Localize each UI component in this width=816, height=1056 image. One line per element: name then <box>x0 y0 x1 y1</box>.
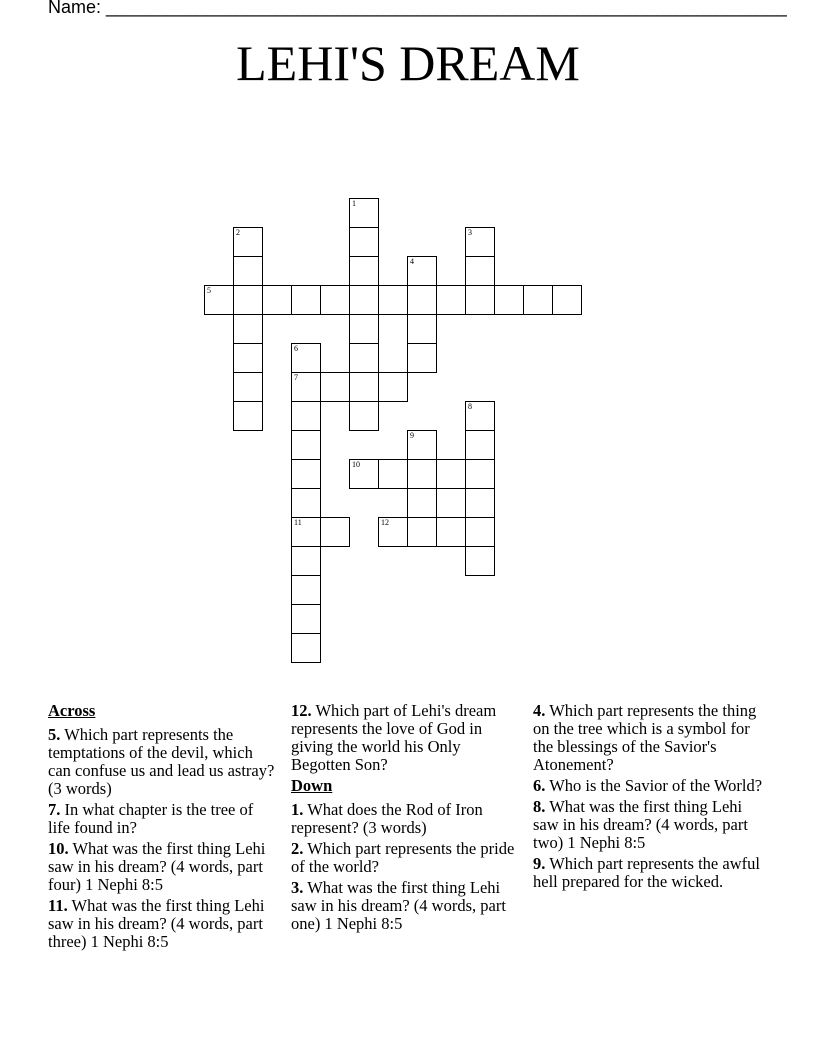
clue-item-number: 12. <box>291 701 312 720</box>
clue-item-number: 3. <box>291 878 304 897</box>
grid-cell[interactable] <box>291 343 321 373</box>
clue-item-text: What was the first thing Lehi saw in his dream? (4 words, part four) 1 Nephi 8:5 <box>48 839 266 894</box>
grid-cell[interactable] <box>378 459 408 489</box>
grid-cell[interactable] <box>204 285 234 315</box>
clue-number: 12 <box>381 518 389 527</box>
grid-cell[interactable] <box>320 372 350 402</box>
clue-item-number: 9. <box>533 854 546 873</box>
grid-cell[interactable] <box>436 517 466 547</box>
grid-cell[interactable] <box>291 517 321 547</box>
grid-cell[interactable] <box>291 285 321 315</box>
grid-cell[interactable] <box>407 430 437 460</box>
grid-cell[interactable] <box>494 285 524 315</box>
clue-number: 2 <box>236 228 240 237</box>
clues-column-3 <box>533 702 769 894</box>
clue-item-text: What was the first thing Lehi saw in his dream? (4 words, part three) 1 Nephi 8:5 <box>48 896 265 951</box>
clue-item-number: 11. <box>48 896 68 915</box>
grid-cell[interactable] <box>349 314 379 344</box>
clue-item-text: Which part represents the temptations of the devil, which can confuse us and lead us astray? (3 words) <box>48 725 275 798</box>
grid-cell[interactable] <box>291 546 321 576</box>
grid-cell[interactable] <box>233 314 263 344</box>
grid-cell[interactable] <box>349 372 379 402</box>
grid-cell[interactable] <box>233 401 263 431</box>
clue-item-text: Which part represents the pride of the world? <box>291 839 515 876</box>
grid-cell[interactable] <box>233 285 263 315</box>
clue-number: 8 <box>468 402 472 411</box>
grid-cell[interactable] <box>349 285 379 315</box>
clue-item-number: 1. <box>291 800 304 819</box>
clues-column-1 <box>48 702 278 954</box>
clue-item-number: 4. <box>533 701 546 720</box>
grid-cell[interactable] <box>465 256 495 286</box>
grid-cell[interactable] <box>349 227 379 257</box>
grid-cell[interactable] <box>349 198 379 228</box>
grid-cell[interactable] <box>233 372 263 402</box>
grid-cell[interactable] <box>407 256 437 286</box>
grid-cell[interactable] <box>407 285 437 315</box>
clue-item-text: Which part represents the thing on the tree which is a symbol for the blessings of the Savior's Atonement? <box>533 701 757 774</box>
clue-item <box>533 777 769 795</box>
grid-cell[interactable] <box>291 488 321 518</box>
clue-item-number: 6. <box>533 776 546 795</box>
down-heading: Down <box>291 776 333 795</box>
clue-item <box>533 855 769 891</box>
grid-cell[interactable] <box>378 285 408 315</box>
clue-item <box>291 702 521 774</box>
grid-cell[interactable] <box>465 517 495 547</box>
grid-cell[interactable] <box>262 285 292 315</box>
clue-item-text: What was the first thing Lehi saw in his dream? (4 words, part two) 1 Nephi 8:5 <box>533 797 748 852</box>
across-clue-list <box>48 726 278 951</box>
clue-item-number: 8. <box>533 797 546 816</box>
down-clue-list-continued <box>533 702 769 891</box>
clue-item <box>291 801 521 837</box>
grid-cell[interactable] <box>291 633 321 663</box>
clue-item <box>48 840 278 894</box>
grid-cell[interactable] <box>465 488 495 518</box>
clue-number: 1 <box>352 199 356 208</box>
down-clue-list <box>291 801 521 933</box>
grid-cell[interactable] <box>465 401 495 431</box>
grid-cell[interactable] <box>465 227 495 257</box>
grid-cell[interactable] <box>349 401 379 431</box>
clue-item <box>48 726 278 798</box>
grid-cell[interactable] <box>291 575 321 605</box>
grid-cell[interactable] <box>320 517 350 547</box>
grid-cell[interactable] <box>291 459 321 489</box>
clue-item <box>533 798 769 852</box>
grid-cell[interactable] <box>407 517 437 547</box>
clue-item-number: 5. <box>48 725 61 744</box>
clue-number: 3 <box>468 228 472 237</box>
grid-cell[interactable] <box>436 459 466 489</box>
across-clue-list-continued <box>291 702 521 774</box>
grid-cell[interactable] <box>465 285 495 315</box>
clue-item-text: Which part of Lehi's dream represents the love of God in giving the world his Only Begotten Son? <box>291 701 497 774</box>
grid-cell[interactable] <box>378 372 408 402</box>
clues-column-2 <box>291 702 521 936</box>
clue-item-text: What does the Rod of Iron represent? (3 words) <box>291 800 483 837</box>
grid-cell[interactable] <box>349 256 379 286</box>
clue-item <box>533 702 769 774</box>
grid-cell[interactable] <box>349 459 379 489</box>
clue-number: 7 <box>294 373 298 382</box>
clue-number: 10 <box>352 460 360 469</box>
clue-number: 4 <box>410 257 414 266</box>
grid-cell[interactable] <box>291 604 321 634</box>
clue-item-number: 10. <box>48 839 69 858</box>
clue-number: 11 <box>294 518 302 527</box>
grid-cell[interactable] <box>320 285 350 315</box>
clue-item-text: Which part represents the awful hell prepared for the wicked. <box>533 854 760 891</box>
clue-item-text: What was the first thing Lehi saw in his dream? (4 words, part one) 1 Nephi 8:5 <box>291 878 506 933</box>
grid-cell[interactable] <box>233 256 263 286</box>
grid-cell[interactable] <box>233 227 263 257</box>
clue-number: 5 <box>207 286 211 295</box>
grid-cell[interactable] <box>233 343 263 373</box>
clue-item <box>291 840 521 876</box>
name-field[interactable]: Name: ____________________________________________________________________ <box>48 0 787 17</box>
clue-number: 6 <box>294 344 298 353</box>
across-heading: Across <box>48 701 96 720</box>
clue-item <box>48 897 278 951</box>
grid-cell[interactable] <box>436 285 466 315</box>
clue-item <box>48 801 278 837</box>
grid-cell[interactable] <box>465 459 495 489</box>
grid-cell[interactable] <box>552 285 582 315</box>
grid-cell[interactable] <box>378 517 408 547</box>
grid-cell[interactable] <box>407 314 437 344</box>
clue-item-number: 7. <box>48 800 61 819</box>
grid-cell[interactable] <box>407 488 437 518</box>
clue-item <box>291 879 521 933</box>
grid-cell[interactable] <box>349 343 379 373</box>
grid-cell[interactable] <box>291 430 321 460</box>
grid-cell[interactable] <box>465 430 495 460</box>
grid-cell[interactable] <box>291 372 321 402</box>
clue-item-number: 2. <box>291 839 304 858</box>
clue-item-text: In what chapter is the tree of life found in? <box>48 800 254 837</box>
clue-number: 9 <box>410 431 414 440</box>
grid-cell[interactable] <box>407 459 437 489</box>
page-title: LEHI'S DREAM <box>236 35 580 91</box>
grid-cell[interactable] <box>465 546 495 576</box>
grid-cell[interactable] <box>291 401 321 431</box>
grid-cell[interactable] <box>523 285 553 315</box>
grid-cell[interactable] <box>407 343 437 373</box>
clue-item-text: Who is the Savior of the World? <box>545 776 763 795</box>
